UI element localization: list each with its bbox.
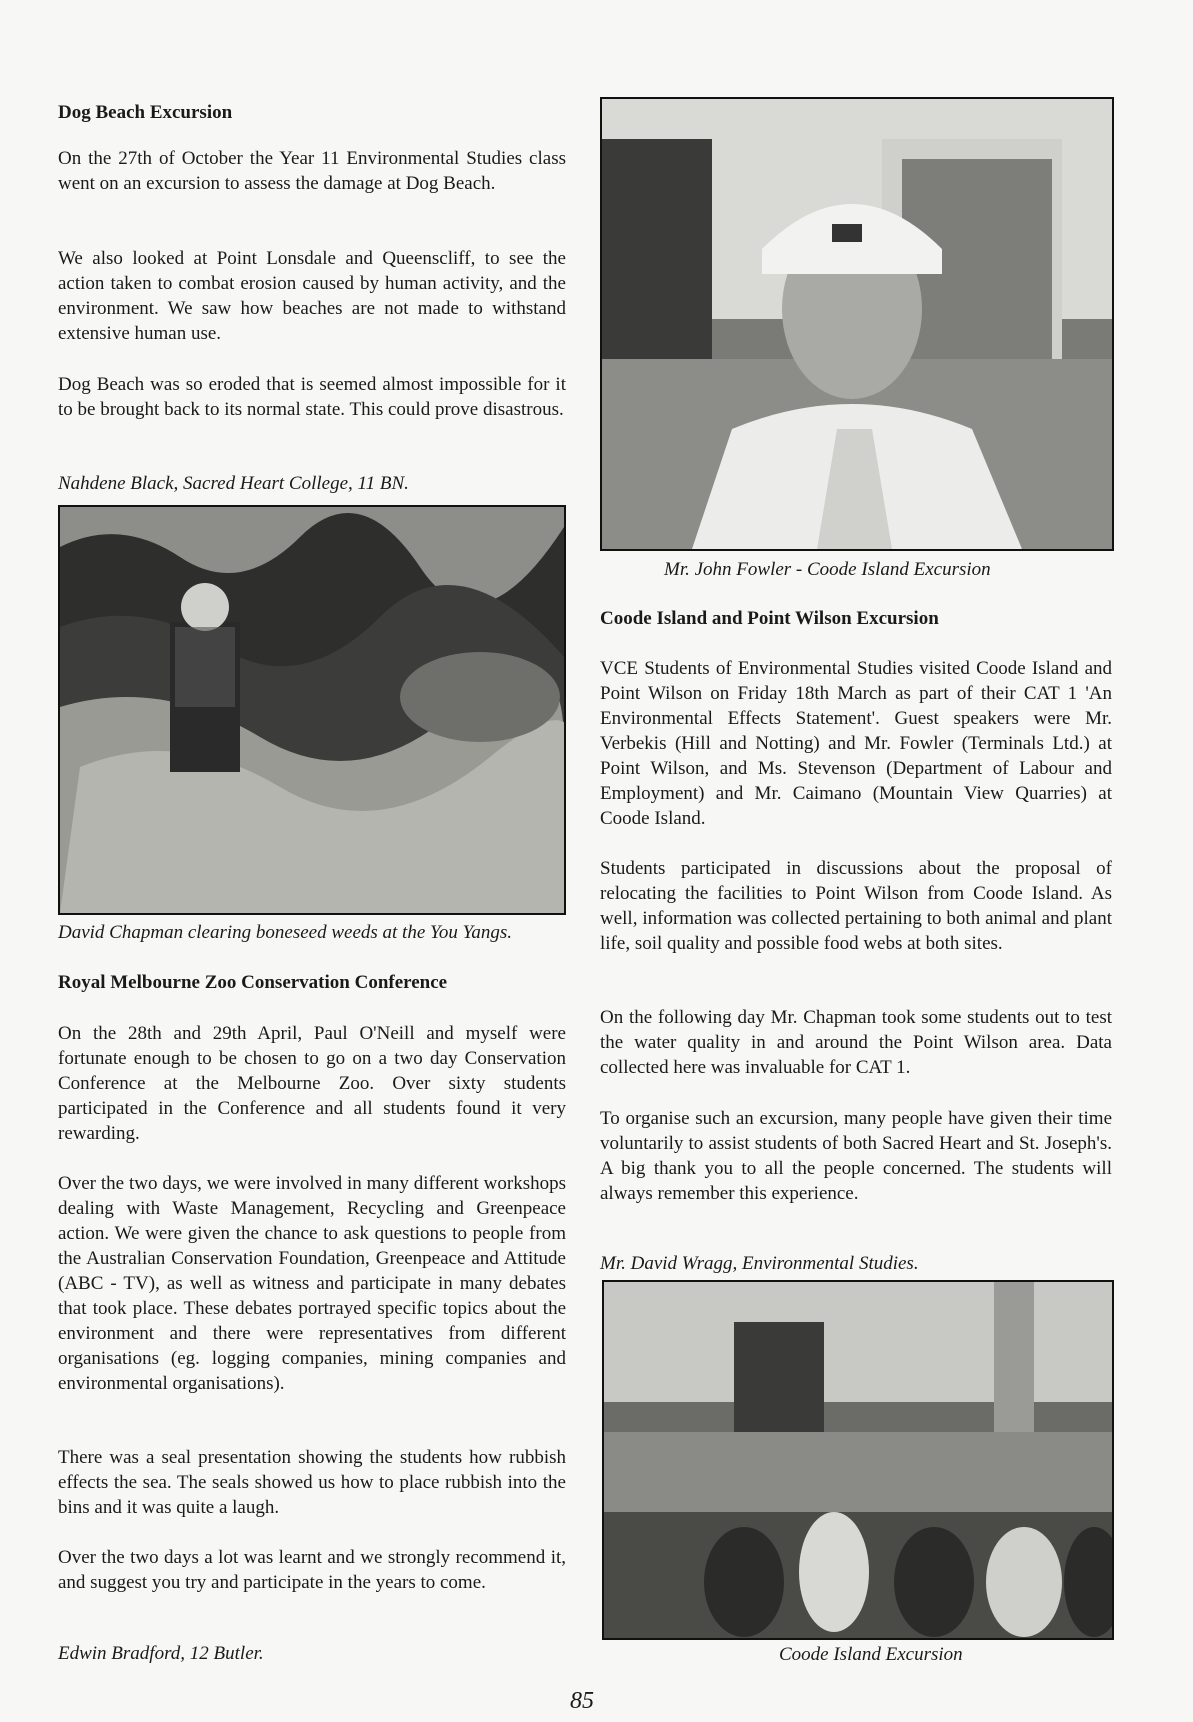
photo-john-fowler bbox=[600, 97, 1114, 551]
dog-beach-paragraph-3: Dog Beach was so eroded that is seemed almost impossible for it to be brought back to its normal state. This could prove disastrous. bbox=[58, 374, 566, 420]
coode-paragraph-4: To organise such an excursion, many people have given their time voluntarily to assist students of both Sacred Heart and St. Joseph's. A big thank you to all the people concerned. The students will always remember this experience. bbox=[600, 1108, 1112, 1204]
coode-heading: Coode Island and Point Wilson Excursion bbox=[600, 608, 939, 629]
coode-paragraph-2: Students participated in discussions about the proposal of relocating the facilities to Point Wilson from Coode Island. As well, information was collected pertaining to both animal and plant life, soil quality and possible food webs at both sites. bbox=[600, 858, 1112, 954]
dog-beach-signature: Nahdene Black, Sacred Heart College, 11 BN. bbox=[58, 473, 409, 494]
page-number: 85 bbox=[570, 1688, 594, 1714]
photo-boneseed-caption: David Chapman clearing boneseed weeds at the You Yangs. bbox=[58, 922, 513, 943]
zoo-signature: Edwin Bradford, 12 Butler. bbox=[58, 1643, 264, 1664]
zoo-paragraph-4: Over the two days a lot was learnt and we strongly recommend it, and suggest you try and participate in the years to come. bbox=[58, 1547, 566, 1593]
dog-beach-paragraph-2: We also looked at Point Lonsdale and Queenscliff, to see the action taken to combat erosion caused by human activity, and the environment. We saw how beaches are not made to withstand extensive human use. bbox=[58, 248, 566, 344]
photo-coode-group bbox=[602, 1280, 1114, 1640]
photo-fowler-caption: Mr. John Fowler - Coode Island Excursion bbox=[664, 559, 991, 580]
zoo-paragraph-1: On the 28th and 29th April, Paul O'Neill and myself were fortunate enough to be chosen to go on a two day Conservation Conference at the Melbourne Zoo. Over sixty students participated in the Conference and all students found it very rewarding. bbox=[58, 1023, 566, 1144]
photo-john-fowler-image bbox=[602, 99, 1112, 549]
zoo-heading: Royal Melbourne Zoo Conservation Conference bbox=[58, 972, 448, 993]
dog-beach-heading: Dog Beach Excursion bbox=[58, 102, 233, 123]
photo-boneseed-weeds-image bbox=[60, 507, 564, 913]
zoo-paragraph-3: There was a seal presentation showing the students how rubbish effects the sea. The seals showed us how to place rubbish into the bins and it was quite a laugh. bbox=[58, 1447, 566, 1518]
photo-boneseed-weeds bbox=[58, 505, 566, 915]
zoo-paragraph-2: Over the two days, we were involved in many different workshops dealing with Waste Management, Recycling and Greenpeace action. We were given the chance to ask questions to people from the Australian Conservation Foundation, Greenpeace and Attitude (ABC - TV), as well as witness and participate in many debates that took place. These debates portrayed specific topics about the environment and there were representatives from different organisations (eg. logging companies, mining companies and environmental organisations). bbox=[58, 1173, 566, 1394]
photo-coode-group-image bbox=[604, 1282, 1112, 1638]
photo-coode-caption: Coode Island Excursion bbox=[779, 1644, 963, 1665]
coode-signature: Mr. David Wragg, Environmental Studies. bbox=[600, 1253, 919, 1274]
dog-beach-paragraph-1: On the 27th of October the Year 11 Environmental Studies class went on an excursion to assess the damage at Dog Beach. bbox=[58, 148, 566, 194]
coode-paragraph-3: On the following day Mr. Chapman took some students out to test the water quality in and around the Point Wilson area. Data collected here was invaluable for CAT 1. bbox=[600, 1007, 1112, 1078]
coode-paragraph-1: VCE Students of Environmental Studies visited Coode Island and Point Wilson on Friday 18th March as part of their CAT 1 'An Environmental Effects Statement'. Guest speakers were Mr. Verbekis (Hill and Notting) and Mr. Fowler (Terminals Ltd.) at Point Wilson, and Ms. Stevenson (Department of Labour and Employment) and Mr. Caimano (Mountain View Quarries) at Coode Island. bbox=[600, 658, 1112, 829]
